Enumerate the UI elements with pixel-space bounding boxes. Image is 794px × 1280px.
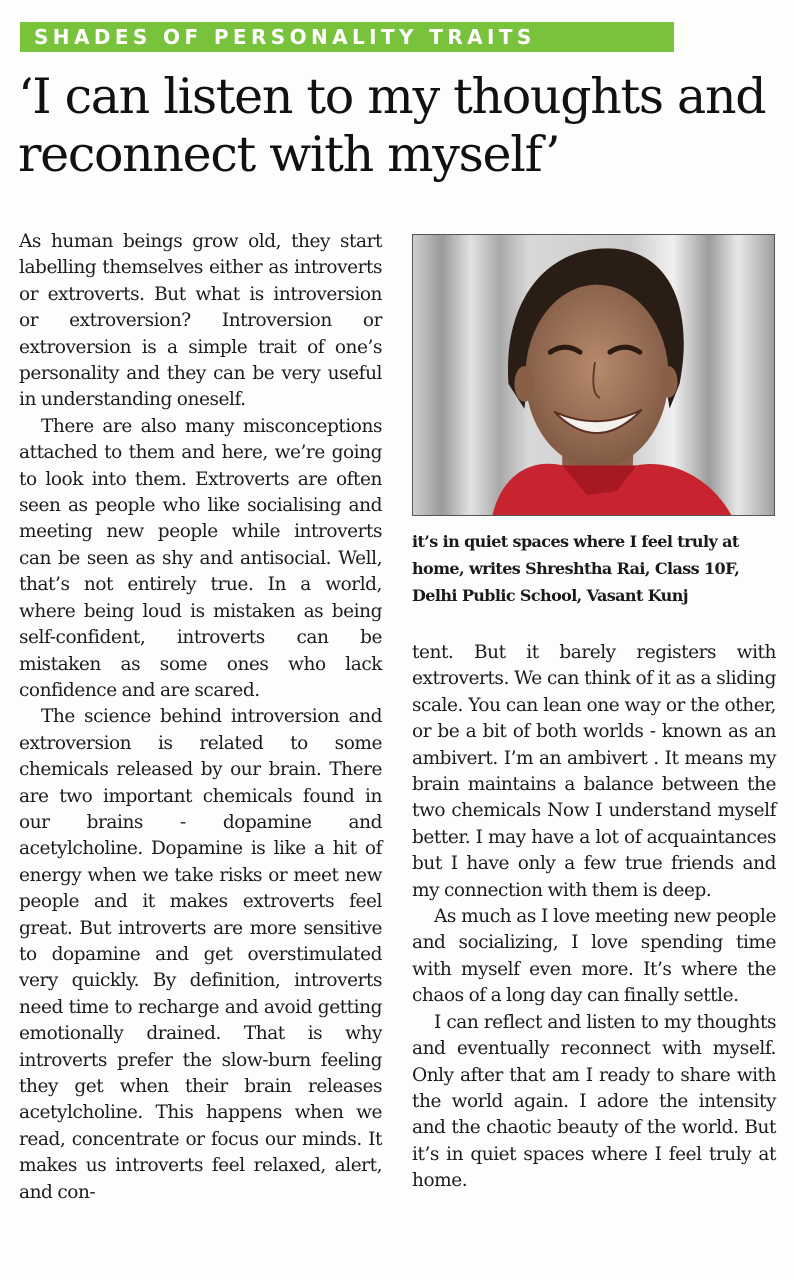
section-kicker: SHADES OF PERSONALITY TRAITS: [20, 22, 674, 52]
portrait-image: [413, 235, 774, 515]
paragraph: There are also many misconceptions attached to them and here, we’re going to look into them. Extroverts are often seen as people who like socialising and meeting new people while introverts can be seen as shy and antisocial. Well, that’s not entirely true. In a world, where being loud is mistaken as being self-confident, introverts can be mistaken as some ones who lack confidence and are scared.: [19, 415, 382, 701]
paragraph: As much as I love meeting new people and socializing, I love spending time with myself even more. It’s where the chaos of a long day can finally settle.: [412, 906, 776, 1007]
paragraph: I can reflect and listen to my thoughts and eventually reconnect with myself. Only after that am I ready to share with the world again. I adore the intensity and the chaotic beauty of the world. But it’s in quiet spaces where I feel truly at home.: [412, 1011, 776, 1192]
article-column-right: [412, 640, 776, 1195]
photo-caption: it’s in quiet spaces where I feel truly at home, writes Shreshtha Rai, Class 10F, Delhi Public School, Vasant Kunj: [412, 532, 740, 605]
paragraph: The science behind introversion and extroversion is related to some chemicals released by our brain. There are two important chemicals found in our brains - dopamine and acetylcholine. Dopamine is like a hit of energy when we take risks or meet new people and it makes extroverts feel great. But introverts are more sensitive to dopamine and get overstimulated very quickly. By definition, introverts need time to recharge and avoid getting emotionally drained. That is why introverts prefer the slow-burn feeling they get when their brain releases acetylcholine. This happens when we read, concentrate or focus our minds. It makes us introverts feel relaxed, alert, and con-: [19, 706, 382, 1203]
paragraph: As human beings grow old, they start labelling themselves either as introverts or extroverts. But what is introversion or extroversion? Introversion or extroversion is a simple trait of one’s personality and they can be very useful in understanding oneself.: [19, 231, 382, 411]
headline: ‘I can listen to my thoughts and reconnect with myself’: [18, 68, 766, 183]
author-photo: [412, 234, 775, 516]
paragraph: tent. But it barely registers with extroverts. We can think of it as a sliding scale. You can lean one way or the other, or be a bit of both worlds - known as an ambivert. I’m an ambivert . It means my brain maintains a balance between the two chemicals Now I understand myself better. I may have a lot of acquaintances but I have only a few true friends and my connection with them is deep.: [412, 642, 776, 901]
article-column-left: [19, 229, 382, 1206]
